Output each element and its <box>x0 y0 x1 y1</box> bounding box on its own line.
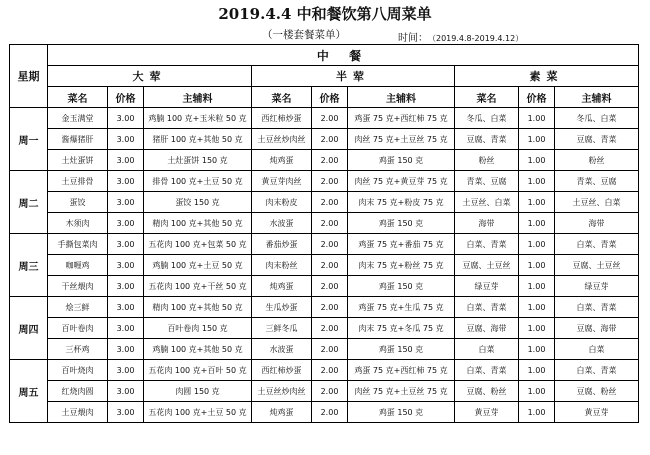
dish-price: 1.00 <box>519 255 555 276</box>
dish-name: 土豆丝、白菜 <box>455 192 519 213</box>
dish-price: 3.00 <box>108 276 144 297</box>
dish-ingredients: 豆腐、海带 <box>555 318 639 339</box>
table-row <box>10 234 639 255</box>
dish-price: 3.00 <box>108 360 144 381</box>
day-label: 周二 <box>10 171 48 234</box>
dish-ingredients: 鸡蛋 75 克+西红柿 75 克 <box>348 360 455 381</box>
dish-price: 3.00 <box>108 402 144 423</box>
dish-ingredients: 肉末 75 克+粉丝 75 克 <box>348 255 455 276</box>
dish-ingredients: 蛋饺 150 克 <box>144 192 252 213</box>
dish-name: 百叶卷肉 <box>48 318 108 339</box>
day-label: 周四 <box>10 297 48 360</box>
dish-ingredients: 鸡蛋 75 克+生瓜 75 克 <box>348 297 455 318</box>
col-header-dish: 菜名 <box>48 87 108 108</box>
dish-name: 西红柿炒蛋 <box>252 108 312 129</box>
dish-price: 2.00 <box>312 234 348 255</box>
dish-ingredients: 鸡蛋 75 克+番茄 75 克 <box>348 234 455 255</box>
dish-price: 2.00 <box>312 297 348 318</box>
category-half-meat: 半荤 <box>252 66 455 87</box>
period-info <box>398 29 523 44</box>
dish-price: 3.00 <box>108 213 144 234</box>
dish-ingredients: 黄豆芽 <box>555 402 639 423</box>
table-row <box>10 381 639 402</box>
dish-ingredients: 粉丝 <box>555 150 639 171</box>
table-row <box>10 339 639 360</box>
dish-ingredients: 肉圆 150 克 <box>144 381 252 402</box>
col-header-dish: 菜名 <box>252 87 312 108</box>
dish-price: 3.00 <box>108 108 144 129</box>
menu-table <box>9 44 639 423</box>
dish-ingredients: 猪肝 100 克+其他 50 克 <box>144 129 252 150</box>
dish-price: 3.00 <box>108 339 144 360</box>
dish-price: 2.00 <box>312 255 348 276</box>
dish-name: 土灶蛋饼 <box>48 150 108 171</box>
col-header-price: 价格 <box>312 87 348 108</box>
dish-price: 2.00 <box>312 108 348 129</box>
dish-name: 番茄炒蛋 <box>252 234 312 255</box>
dish-ingredients: 精肉 100 克+其他 50 克 <box>144 297 252 318</box>
dish-price: 2.00 <box>312 276 348 297</box>
dish-ingredients: 豆腐、土豆丝 <box>555 255 639 276</box>
dish-ingredients: 鸡蛋 150 克 <box>348 402 455 423</box>
dish-name: 土豆丝炒肉丝 <box>252 129 312 150</box>
dish-name: 黄豆芽 <box>455 402 519 423</box>
table-row <box>10 108 639 129</box>
dish-price: 1.00 <box>519 360 555 381</box>
dish-price: 2.00 <box>312 150 348 171</box>
day-label: 周五 <box>10 360 48 423</box>
table-row <box>10 192 639 213</box>
dish-name: 绿豆芽 <box>455 276 519 297</box>
dish-ingredients: 海带 <box>555 213 639 234</box>
dish-ingredients: 豆腐、青菜 <box>555 129 639 150</box>
dish-price: 3.00 <box>108 150 144 171</box>
dish-name: 木须肉 <box>48 213 108 234</box>
dish-name: 蛋饺 <box>48 192 108 213</box>
dish-price: 3.00 <box>108 234 144 255</box>
dish-ingredients: 鸡蛋 150 克 <box>348 150 455 171</box>
period-label: 时间： <box>398 33 428 44</box>
day-label: 周三 <box>10 234 48 297</box>
dish-ingredients: 五花肉 100 克+包菜 50 克 <box>144 234 252 255</box>
dish-ingredients: 土豆丝、白菜 <box>555 192 639 213</box>
dish-name: 烩三鲜 <box>48 297 108 318</box>
dish-ingredients: 土灶蛋饼 150 克 <box>144 150 252 171</box>
dish-name: 水波蛋 <box>252 213 312 234</box>
dish-ingredients: 白菜 <box>555 339 639 360</box>
dish-ingredients: 鸡蛋 75 克+西红柿 75 克 <box>348 108 455 129</box>
dish-name: 炖鸡蛋 <box>252 150 312 171</box>
table-row <box>10 402 639 423</box>
dish-price: 1.00 <box>519 150 555 171</box>
dish-name: 白菜、青菜 <box>455 360 519 381</box>
table-row <box>10 297 639 318</box>
dish-ingredients: 冬瓜、白菜 <box>555 108 639 129</box>
dish-ingredients: 鸡蛋 150 克 <box>348 339 455 360</box>
week-column-header: 星期 <box>10 45 48 108</box>
dish-price: 1.00 <box>519 108 555 129</box>
dish-name: 粉丝 <box>455 150 519 171</box>
dish-price: 3.00 <box>108 381 144 402</box>
dish-price: 2.00 <box>312 339 348 360</box>
dish-name: 豆腐、青菜 <box>455 129 519 150</box>
dish-ingredients: 白菜、青菜 <box>555 234 639 255</box>
col-header-price: 价格 <box>108 87 144 108</box>
dish-name: 豆腐、粉丝 <box>455 381 519 402</box>
dish-price: 3.00 <box>108 255 144 276</box>
dish-ingredients: 肉丝 75 克+黄豆芽 75 克 <box>348 171 455 192</box>
dish-ingredients: 鸡蛋 150 克 <box>348 276 455 297</box>
dish-name: 生瓜炒蛋 <box>252 297 312 318</box>
dish-name: 金玉满堂 <box>48 108 108 129</box>
dish-price: 2.00 <box>312 318 348 339</box>
dish-name: 白菜、青菜 <box>455 297 519 318</box>
dish-name: 水波蛋 <box>252 339 312 360</box>
dish-price: 1.00 <box>519 339 555 360</box>
page-title: 2019.4.4 中和餐饮第八周菜单 <box>218 5 432 23</box>
dish-price: 3.00 <box>108 192 144 213</box>
dish-name: 咖喱鸡 <box>48 255 108 276</box>
period-value: （2019.4.8-2019.4.12） <box>432 34 524 43</box>
dish-ingredients: 百叶卷肉 150 克 <box>144 318 252 339</box>
dish-price: 3.00 <box>108 297 144 318</box>
dish-name: 干丝煨肉 <box>48 276 108 297</box>
table-row <box>10 213 639 234</box>
dish-ingredients: 肉丝 75 克+土豆丝 75 克 <box>348 129 455 150</box>
dish-ingredients: 豆腐、粉丝 <box>555 381 639 402</box>
dish-name: 白菜 <box>455 339 519 360</box>
dish-price: 3.00 <box>108 318 144 339</box>
dish-ingredients: 鸡蛋 150 克 <box>348 213 455 234</box>
dish-name: 百叶烧肉 <box>48 360 108 381</box>
dish-price: 1.00 <box>519 234 555 255</box>
dish-price: 1.00 <box>519 318 555 339</box>
dish-ingredients: 鸡腩 100 克+其他 50 克 <box>144 339 252 360</box>
dish-name: 豆腐、海带 <box>455 318 519 339</box>
dish-ingredients: 青菜、豆腐 <box>555 171 639 192</box>
dish-name: 豆腐、土豆丝 <box>455 255 519 276</box>
table-row <box>10 255 639 276</box>
table-row <box>10 360 639 381</box>
dish-price: 1.00 <box>519 213 555 234</box>
dish-price: 2.00 <box>312 129 348 150</box>
dish-price: 1.00 <box>519 171 555 192</box>
dish-name: 土豆排骨 <box>48 171 108 192</box>
dish-name: 红烧肉圆 <box>48 381 108 402</box>
category-vegetable: 素菜 <box>455 66 639 87</box>
meal-header: 中 餐 <box>48 45 639 66</box>
dish-price: 2.00 <box>312 213 348 234</box>
dish-ingredients: 鸡腩 100 克+玉米粒 50 克 <box>144 108 252 129</box>
dish-ingredients: 肉丝 75 克+土豆丝 75 克 <box>348 381 455 402</box>
dish-ingredients: 精肉 100 克+其他 50 克 <box>144 213 252 234</box>
dish-ingredients: 白菜、青菜 <box>555 360 639 381</box>
dish-name: 西红柿炒蛋 <box>252 360 312 381</box>
table-row <box>10 150 639 171</box>
dish-ingredients: 五花肉 100 克+百叶 50 克 <box>144 360 252 381</box>
col-header-price: 价格 <box>519 87 555 108</box>
dish-name: 肉末粉皮 <box>252 192 312 213</box>
dish-ingredients: 绿豆芽 <box>555 276 639 297</box>
dish-ingredients: 肉末 75 克+粉皮 75 克 <box>348 192 455 213</box>
day-label: 周一 <box>10 108 48 171</box>
dish-price: 2.00 <box>312 192 348 213</box>
col-header-ingredients: 主辅料 <box>555 87 639 108</box>
dish-price: 2.00 <box>312 360 348 381</box>
category-large-meat: 大荤 <box>48 66 252 87</box>
dish-price: 1.00 <box>519 297 555 318</box>
dish-ingredients: 鸡腩 100 克+土豆 50 克 <box>144 255 252 276</box>
dish-price: 1.00 <box>519 381 555 402</box>
table-row <box>10 129 639 150</box>
menu-subtitle: （一楼套餐菜单） <box>262 29 346 41</box>
table-row <box>10 318 639 339</box>
dish-name: 土豆丝炒肉丝 <box>252 381 312 402</box>
dish-name: 炖鸡蛋 <box>252 402 312 423</box>
dish-name: 海带 <box>455 213 519 234</box>
dish-name: 冬瓜、白菜 <box>455 108 519 129</box>
dish-name: 三鲜冬瓜 <box>252 318 312 339</box>
dish-ingredients: 排骨 100 克+土豆 50 克 <box>144 171 252 192</box>
dish-price: 2.00 <box>312 171 348 192</box>
dish-price: 1.00 <box>519 129 555 150</box>
col-header-ingredients: 主辅料 <box>348 87 455 108</box>
dish-ingredients: 五花肉 100 克+土豆 50 克 <box>144 402 252 423</box>
dish-name: 三杯鸡 <box>48 339 108 360</box>
dish-name: 肉末粉丝 <box>252 255 312 276</box>
dish-price: 3.00 <box>108 171 144 192</box>
table-row <box>10 171 639 192</box>
dish-name: 黄豆芽肉丝 <box>252 171 312 192</box>
dish-price: 1.00 <box>519 192 555 213</box>
dish-name: 青菜、豆腐 <box>455 171 519 192</box>
dish-ingredients: 五花肉 100 克+干丝 50 克 <box>144 276 252 297</box>
dish-ingredients: 白菜、青菜 <box>555 297 639 318</box>
dish-name: 手撕包菜肉 <box>48 234 108 255</box>
dish-price: 1.00 <box>519 276 555 297</box>
dish-price: 1.00 <box>519 402 555 423</box>
dish-name: 酱爆猪肝 <box>48 129 108 150</box>
dish-price: 2.00 <box>312 381 348 402</box>
col-header-dish: 菜名 <box>455 87 519 108</box>
dish-price: 2.00 <box>312 402 348 423</box>
col-header-ingredients: 主辅料 <box>144 87 252 108</box>
dish-ingredients: 肉末 75 克+冬瓜 75 克 <box>348 318 455 339</box>
dish-name: 土豆煨肉 <box>48 402 108 423</box>
dish-price: 3.00 <box>108 129 144 150</box>
table-row <box>10 276 639 297</box>
dish-name: 炖鸡蛋 <box>252 276 312 297</box>
dish-name: 白菜、青菜 <box>455 234 519 255</box>
